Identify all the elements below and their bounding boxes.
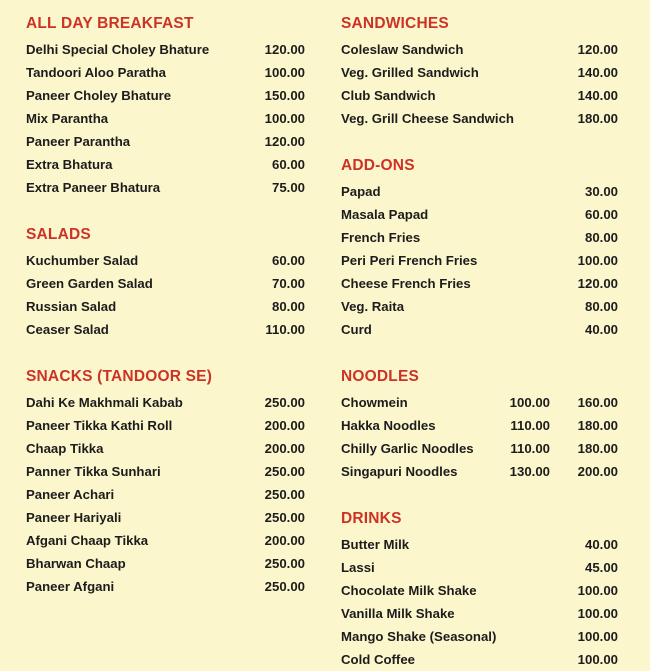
- menu-item-row: [26, 575, 305, 598]
- menu-item-row: [341, 414, 618, 437]
- menu-item-price: 100.00: [577, 652, 618, 667]
- menu-item-price: 100.00: [577, 606, 618, 621]
- menu-item-row: [26, 61, 305, 84]
- menu-item-row: [26, 552, 305, 575]
- menu-item-row: [341, 318, 618, 341]
- menu-item-name: Panner Tikka Sunhari: [26, 464, 161, 479]
- menu-item-price: 250.00: [264, 510, 305, 525]
- menu-item-price: 60.00: [271, 253, 305, 268]
- menu-item-price: 80.00: [271, 299, 305, 314]
- menu-item-row: [26, 318, 305, 341]
- menu-item-row: [341, 38, 618, 61]
- menu-item-price: 60.00: [584, 207, 618, 222]
- menu-item-price: 100.00: [509, 395, 550, 410]
- menu-item-row: [341, 556, 618, 579]
- menu-item-price: 100.00: [264, 111, 305, 126]
- menu-item-name: Mix Parantha: [26, 111, 109, 126]
- menu-item-row: [341, 625, 618, 648]
- menu-item-name: Green Garden Salad: [26, 276, 153, 291]
- menu-item-name: Coleslaw Sandwich: [341, 42, 464, 57]
- menu-item-price: 45.00: [584, 560, 618, 575]
- menu-section: [341, 509, 618, 671]
- menu-item-row: [341, 61, 618, 84]
- menu-item-name: Peri Peri French Fries: [341, 253, 478, 268]
- menu-item-row: [341, 579, 618, 602]
- menu-section: [341, 156, 618, 341]
- menu-item-row: [26, 249, 305, 272]
- menu-item-row: [341, 226, 618, 249]
- menu-item-price: 100.00: [577, 253, 618, 268]
- menu-section: [26, 14, 305, 199]
- menu-item-name: Masala Papad: [341, 207, 429, 222]
- menu-item-row: [341, 180, 618, 203]
- menu-item-row: [26, 483, 305, 506]
- menu-item-price: 140.00: [577, 88, 618, 103]
- menu-item-row: [341, 460, 618, 483]
- menu-item-price: 250.00: [264, 579, 305, 594]
- menu-item-price: 30.00: [584, 184, 618, 199]
- menu-item-name: Chilly Garlic Noodles: [341, 441, 474, 456]
- menu-item-name: Extra Paneer Bhatura: [26, 180, 161, 195]
- menu-item-name: Kuchumber Salad: [26, 253, 139, 268]
- section-title: SALADS: [26, 226, 91, 243]
- menu-item-name: Paneer Tikka Kathi Roll: [26, 418, 173, 433]
- menu-item-name: Mango Shake (Seasonal): [341, 629, 497, 644]
- menu-item-price: 80.00: [584, 299, 618, 314]
- menu-item-price: 180.00: [577, 111, 618, 126]
- menu-item-name: Bharwan Chaap: [26, 556, 126, 571]
- menu-item-row: [26, 38, 305, 61]
- menu-item-name: Club Sandwich: [341, 88, 436, 103]
- section-title: DRINKS: [341, 510, 402, 527]
- menu-item-price: 200.00: [264, 441, 305, 456]
- menu-item-row: [341, 533, 618, 556]
- menu-section: [26, 367, 305, 598]
- menu-item-price: 100.00: [577, 629, 618, 644]
- menu-item-name: Afgani Chaap Tikka: [26, 533, 149, 548]
- menu-item-name: Paneer Choley Bhature: [26, 88, 172, 103]
- menu-item-name: Ceaser Salad: [26, 322, 109, 337]
- menu-item-name: Paneer Achari: [26, 487, 115, 502]
- menu-item-name: Dahi Ke Makhmali Kabab: [26, 395, 183, 410]
- menu-item-price-full: 180.00: [577, 418, 618, 433]
- menu-item-price: 120.00: [577, 42, 618, 57]
- menu-item-price: 200.00: [264, 533, 305, 548]
- menu-item-row: [26, 176, 305, 199]
- menu-item-row: [26, 295, 305, 318]
- menu-item-price: 150.00: [264, 88, 305, 103]
- menu-item-name: Chowmein: [341, 395, 408, 410]
- menu-item-name: Paneer Hariyali: [26, 510, 122, 525]
- menu-item-row: [341, 648, 618, 671]
- menu-column-left: [0, 0, 325, 606]
- menu-item-name: Chocolate Milk Shake: [341, 583, 477, 598]
- menu-item-row: [341, 437, 618, 460]
- menu-item-row: [341, 272, 618, 295]
- menu-section: [341, 14, 618, 130]
- menu-item-row: [26, 391, 305, 414]
- menu-item-name: Hakka Noodles: [341, 418, 436, 433]
- menu-item-price: 250.00: [264, 464, 305, 479]
- menu-item-price: 250.00: [264, 395, 305, 410]
- section-title: ALL DAY BREAKFAST: [26, 15, 194, 32]
- menu-item-name: Chaap Tikka: [26, 441, 104, 456]
- menu-item-name: Cheese French Fries: [341, 276, 471, 291]
- menu-item-price: 120.00: [577, 276, 618, 291]
- menu-item-price: 200.00: [264, 418, 305, 433]
- menu-item-name: Lassi: [341, 560, 375, 575]
- menu-item-row: [341, 84, 618, 107]
- menu-item-name: Delhi Special Choley Bhature: [26, 42, 210, 57]
- menu-item-name: Veg. Grill Cheese Sandwich: [341, 111, 514, 126]
- menu-item-row: [341, 107, 618, 130]
- menu-item-row: [26, 272, 305, 295]
- menu-item-name: Veg. Grilled Sandwich: [341, 65, 479, 80]
- menu-item-row: [341, 602, 618, 625]
- menu-item-row: [26, 506, 305, 529]
- menu-item-price: 80.00: [584, 230, 618, 245]
- menu-item-price-full: 200.00: [577, 464, 618, 479]
- section-title: SNACKS (TANDOOR SE): [26, 368, 213, 385]
- menu-item-row: [341, 391, 618, 414]
- section-title: SANDWICHES: [341, 15, 449, 32]
- menu-item-row: [26, 414, 305, 437]
- menu-item-row: [26, 153, 305, 176]
- section-title: ADD-ONS: [341, 157, 415, 174]
- menu-item-name: Butter Milk: [341, 537, 410, 552]
- menu-item-price: 140.00: [577, 65, 618, 80]
- menu-item-price: 70.00: [271, 276, 305, 291]
- menu-column-right: [325, 0, 650, 667]
- menu-item-row: [26, 437, 305, 460]
- menu-item-price: 40.00: [584, 322, 618, 337]
- menu-item-price: 120.00: [264, 42, 305, 57]
- menu-item-price: 75.00: [271, 180, 305, 195]
- menu-item-name: Cold Coffee: [341, 652, 415, 667]
- menu-item-name: Paneer Afgani: [26, 579, 115, 594]
- menu-item-price: 250.00: [264, 556, 305, 571]
- section-title: NOODLES: [341, 368, 420, 385]
- menu-item-name: Russian Salad: [26, 299, 117, 314]
- menu-section: [26, 225, 305, 341]
- menu-item-row: [26, 130, 305, 153]
- menu-item-price: 60.00: [271, 157, 305, 172]
- menu-item-row: [26, 529, 305, 552]
- menu-item-price: 120.00: [264, 134, 305, 149]
- menu-item-name: Tandoori Aloo Paratha: [26, 65, 166, 80]
- menu-item-price-full: 160.00: [577, 395, 618, 410]
- menu-item-price: 110.00: [265, 322, 305, 337]
- menu-item-name: Curd: [341, 322, 372, 337]
- menu-item-name: Veg. Raita: [341, 299, 405, 314]
- menu-item-name: French Fries: [341, 230, 421, 245]
- menu-item-name: Paneer Parantha: [26, 134, 131, 149]
- menu-item-price-full: 180.00: [577, 441, 618, 456]
- menu-item-price: 100.00: [264, 65, 305, 80]
- menu-item-price: 40.00: [584, 537, 618, 552]
- menu-item-price: 100.00: [577, 583, 618, 598]
- menu-item-name: Extra Bhatura: [26, 157, 113, 172]
- menu-item-name: Singapuri Noodles: [341, 464, 458, 479]
- menu-item-price: 250.00: [264, 487, 305, 502]
- menu-item-row: [26, 84, 305, 107]
- menu-item-row: [341, 295, 618, 318]
- menu-item-price: 110.00: [510, 418, 550, 433]
- menu-item-row: [26, 107, 305, 130]
- menu-item-price: 130.00: [509, 464, 550, 479]
- menu-item-price: 110.00: [510, 441, 550, 456]
- menu-item-row: [26, 460, 305, 483]
- menu-item-name: Papad: [341, 184, 381, 199]
- menu-item-row: [341, 249, 618, 272]
- menu-item-row: [341, 203, 618, 226]
- menu-section: [341, 367, 618, 483]
- menu-item-name: Vanilla Milk Shake: [341, 606, 455, 621]
